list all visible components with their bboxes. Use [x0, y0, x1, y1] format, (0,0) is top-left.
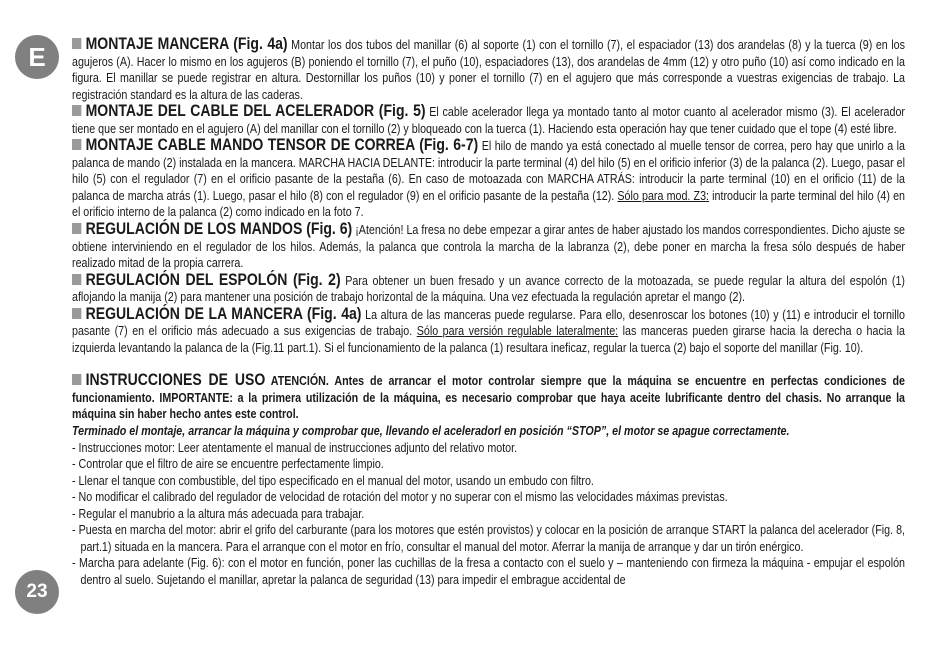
section-instrucciones-uso — [72, 372, 905, 423]
square-bullet-icon — [72, 223, 81, 234]
section-underlined-note: Sólo para versión regulable lateralmente: — [416, 324, 619, 339]
list-item: - Regular el manubrio a la altura más adecuada para trabajar. — [72, 506, 365, 521]
square-bullet-icon — [72, 308, 81, 319]
section-cable-acelerador — [72, 103, 905, 137]
list-item: - Llenar el tanque con combustible, del tipo especificado en el manual del motor, usando un embudo con filtro. — [72, 473, 594, 488]
instructions-intro: Antes de arrancar el motor controlar siempre que la máquina se encuentre en perfectas condiciones de funcionamiento. IMPORTANTE: a la primera utilización de la máquina, es necesario comprobar que haya aceite lubrificante dentro del chasis. No arranque la máquina sin haber hecho antes este control. — [72, 374, 905, 422]
section-regulacion-mandos — [72, 221, 905, 272]
section-text-after: introducir la parte terminal del hilo (4) en el orificio interno de la palanca (2) como indicado en la foto 7. — [72, 188, 905, 220]
section-montaje-mancera — [72, 36, 905, 103]
list-item: - No modificar el calibrado del regulador de velocidad de rotación del motor y no superar con el mismo las velocidades máximas previstas. — [72, 490, 728, 505]
square-bullet-icon — [72, 274, 81, 285]
section-title: INSTRUCCIONES DE USO — [85, 371, 266, 390]
section-title: MONTAJE MANCERA (Fig. 4a) — [85, 35, 288, 53]
section-text: Montar los dos tubos del manillar (6) al soporte (1) con el tornillo (7), el espaciador (13) dos arandelas (8) y la tuerca (9) en los agujeros (A). Hacer lo mismo en los agujeros (B) poniendo el tornillo (7), el puño (10), espaciadores (13), dos arandelas de 4mm (12) y otro puño (10) así como indicado en la figura. El manillar se puede registrar en altura. Destornillar los puños (10) y poner el tornillo (7) en el agujero que más corresponde a vuestras exigencias de trabajo. La registración standard es la altura de las caderas. — [72, 38, 905, 102]
section-title: REGULACIÓN DE LA MANCERA (Fig. 4a) — [85, 304, 362, 323]
square-bullet-icon — [72, 105, 81, 116]
section-text: El cable acelerador llega ya montado tanto al motor cuanto al acelerador mismo (3). El acelerador tiene que ser montado en el agujero (A) del manillar con el tornillo (2) y bloqueado con la tuerca (1). Haciendo esta operación hay que tener cuidado que el tope (4) esté libre. — [72, 105, 905, 136]
list-item: - Instrucciones motor: Leer atentamente el manual de instrucciones adjunto del relativo motor. — [72, 440, 518, 455]
italic-note: Terminado el montaje, arrancar la máquina y comprobar que, llevando el aceleradorl en posición “STOP”, el motor se apague correctamente. — [72, 424, 790, 439]
section-text: El hilo de mando ya está conectado al muelle tensor de correa, pero hay que unirlo a la palanca de mando (2) instalada en la mancera. MARCHA HACIA DELANTE: introducir la parte terminal (4) del hilo (5) en el orificio inferior (3) de la palanca (2). Luego, pasar el hilo (5) con el regulador (7) en el orificio pasante de la pestaña (6). En caso de motoazada con MARCHA ATRÁS: introducir la parte terminal (10) en el orificio (11) de la palanca de marcha atrás (1). Luego, pasar el hilo (8) con el regulador (9) en el orificio pasante de la pestaña (12). — [72, 139, 905, 203]
list-item: - Controlar que el filtro de aire se encuentre perfectamente limpio. — [72, 457, 384, 472]
section-text: ¡Atención! La fresa no debe empezar a girar antes de haber ajustado los mandos correspondientes. Dicho ajuste se obtiene interviniendo en el regulador de los hilos. Además, la palanca que controla la marcha de la labranza (2), debe poner en marcha la fresa sólo después de haber realizado mitad de la propia carrera. — [72, 223, 906, 271]
list-item: - Puesta en marcha del motor: abrir el grifo del carburante (para los motores que estén provistos) y colocar en la posición de arranque START la palanca del acelerador (Fig. 8, part.1) situada en la mancera. Para el arranque con el motor en frío, consultar el manual del motor. Aferrar la manija de arranque y dar un tirón enérgico. — [72, 523, 905, 554]
section-text-after: las manceras pueden girarse hacia la derecha o hacia la izquierda levantando la palanca de la (Fig.11 part.1). Si el funcionamiento de la palanca (1) resultara ineficaz, regular la tuerca (2) bajo el soporte del manillar (Fig. 10). — [72, 324, 906, 355]
language-badge: E — [15, 35, 59, 79]
section-text: La altura de las manceras puede regularse. Para ello, desenroscar los botones (10) y (11) e introducir el tornillo pasante (7) en el orificio más adecuado a sus exigencias de trabajo. — [72, 307, 905, 339]
text-column — [72, 36, 905, 589]
section-title: REGULACIÓN DE LOS MANDOS (Fig. 6) — [85, 220, 353, 239]
section-title: REGULACIÓN DEL ESPOLÓN (Fig. 2) — [85, 270, 341, 289]
section-title: MONTAJE DEL CABLE DEL ACELERADOR (Fig. 5) — [85, 102, 426, 121]
square-bullet-icon — [72, 374, 81, 385]
page-number-badge: 23 — [15, 570, 59, 614]
section-title: MONTAJE CABLE MANDO TENSOR DE CORREA (Fig. 6-7) — [85, 136, 479, 155]
section-regulacion-mancera — [72, 306, 905, 357]
attention-label: ATENCIÓN. — [265, 374, 329, 389]
spacer — [72, 356, 905, 372]
section-cable-tensor — [72, 137, 905, 221]
section-underlined-note: Sólo para mod. Z3: — [617, 188, 709, 203]
list-item: - Marcha para adelante (Fig. 6): con el motor en función, poner las cuchillas de la fresa a contacto con el suelo y – manteniendo con firmeza la máquina - empujar el espolón dentro al suelo. Sujetando el manillar, apretar la palanca de seguridad (13) para impedir el embrague accidental de — [72, 556, 905, 587]
section-regulacion-espolon — [72, 272, 905, 306]
section-text: Para obtener un buen fresado y un avance correcto de la motoazada, se puede regular la altura del espolón (1) aflojando la manija (2) para mantener una posición de trabajo horizontal de la máquina. Una vez efectuada la regulación apretar el mango (2). — [72, 273, 905, 305]
square-bullet-icon — [72, 139, 81, 150]
square-bullet-icon — [72, 38, 81, 49]
